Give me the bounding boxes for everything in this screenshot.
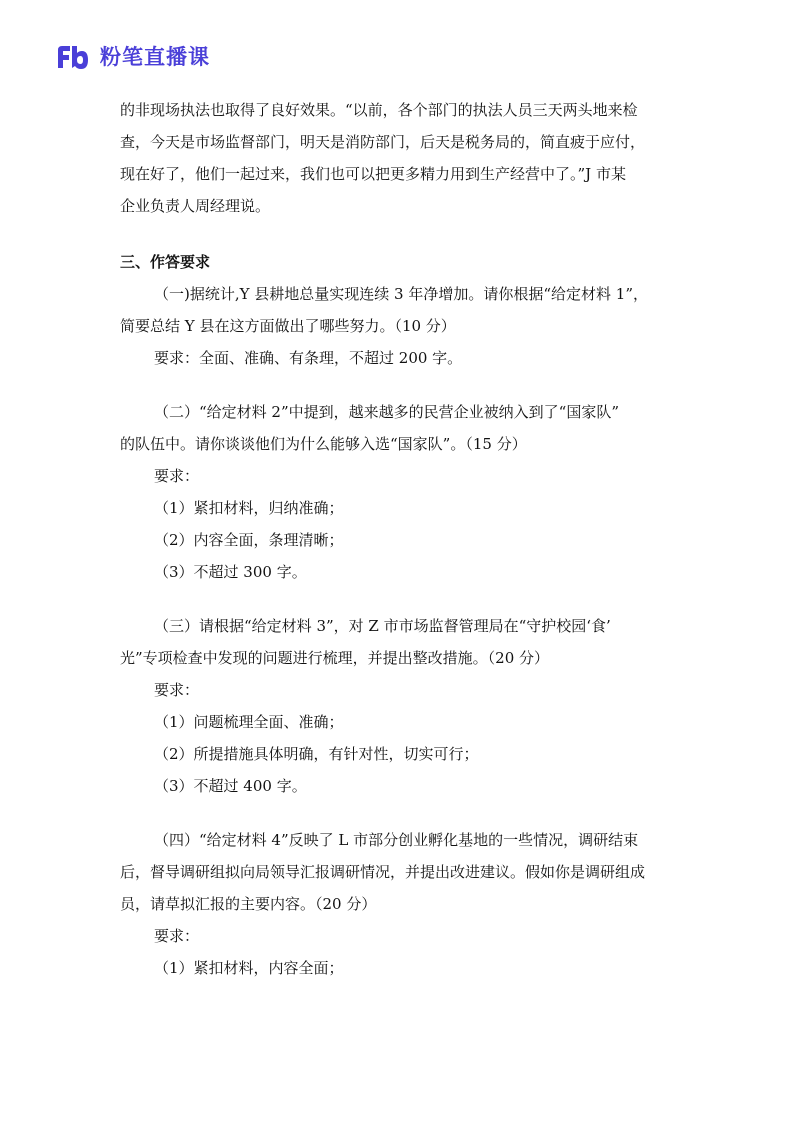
spacer xyxy=(120,802,680,824)
q4-requirement-item: （1）紧扣材料，内容全面； xyxy=(154,959,344,977)
q2-requirement-item: （2）内容全面，条理清晰； xyxy=(154,531,344,549)
q2-requirement-item: （3）不超过 300 字。 xyxy=(154,563,307,581)
document-body xyxy=(120,94,680,984)
intro-line-4: 企业负责人周经理说。 xyxy=(120,197,271,215)
q4-requirement-label: 要求： xyxy=(154,927,200,945)
q1-requirement: 要求：全面、准确、有条理，不超过 200 字。 xyxy=(154,349,463,367)
q4-line-2: 后，督导调研组拟向局领导汇报调研情况，并提出改进建议。假如你是调研组成 xyxy=(120,863,646,881)
brand-name: 粉笔直播课 xyxy=(100,45,210,69)
spacer xyxy=(120,374,680,396)
q3-requirement-label: 要求： xyxy=(154,681,200,699)
q1-line-1: （一)据统计,Y 县耕地总量实现连续 3 年净增加。请你根据“给定材料 1”， xyxy=(154,285,649,303)
q3-line-2: 光”专项检查中发现的问题进行梳理，并提出整改措施。（20 分） xyxy=(120,649,550,667)
q4-line-1: （四）“给定材料 4”反映了 L 市部分创业孵化基地的一些情况，调研结束 xyxy=(154,831,639,849)
q2-line-1: （二）“给定材料 2”中提到，越来越多的民营企业被纳入到了“国家队” xyxy=(154,403,619,421)
page-header xyxy=(56,42,210,72)
spacer xyxy=(120,222,680,246)
q3-requirement-item: （2）所提措施具体明确，有针对性，切实可行； xyxy=(154,745,479,763)
q4-line-3: 员，请草拟汇报的主要内容。（20 分） xyxy=(120,895,377,913)
q3-requirement-item: （1）问题梳理全面、准确； xyxy=(154,713,344,731)
q3-line-1: （三）请根据“给定材料 3”，对 Z 市市场监督管理局在“守护校园‘食’ xyxy=(154,617,611,635)
section-heading: 三、作答要求 xyxy=(120,253,211,271)
q3-requirement-item: （3）不超过 400 字。 xyxy=(154,777,307,795)
q1-line-2: 简要总结 Y 县在这方面做出了哪些努力。（10 分） xyxy=(120,317,456,335)
q2-line-2: 的队伍中。请你谈谈他们为什么能够入选“国家队”。（15 分） xyxy=(120,435,527,453)
intro-line-2: 查，今天是市场监督部门，明天是消防部门，后天是税务局的，简直疲于应付， xyxy=(120,133,646,151)
fenbi-logo-icon xyxy=(56,44,90,70)
intro-line-3: 现在好了，他们一起过来，我们也可以把更多精力用到生产经营中了。”J 市某 xyxy=(120,165,626,183)
spacer xyxy=(120,588,680,610)
q2-requirement-label: 要求： xyxy=(154,467,200,485)
q2-requirement-item: （1）紧扣材料，归纳准确； xyxy=(154,499,344,517)
intro-line-1: 的非现场执法也取得了良好效果。“以前，各个部门的执法人员三天两头地来检 xyxy=(120,101,638,119)
